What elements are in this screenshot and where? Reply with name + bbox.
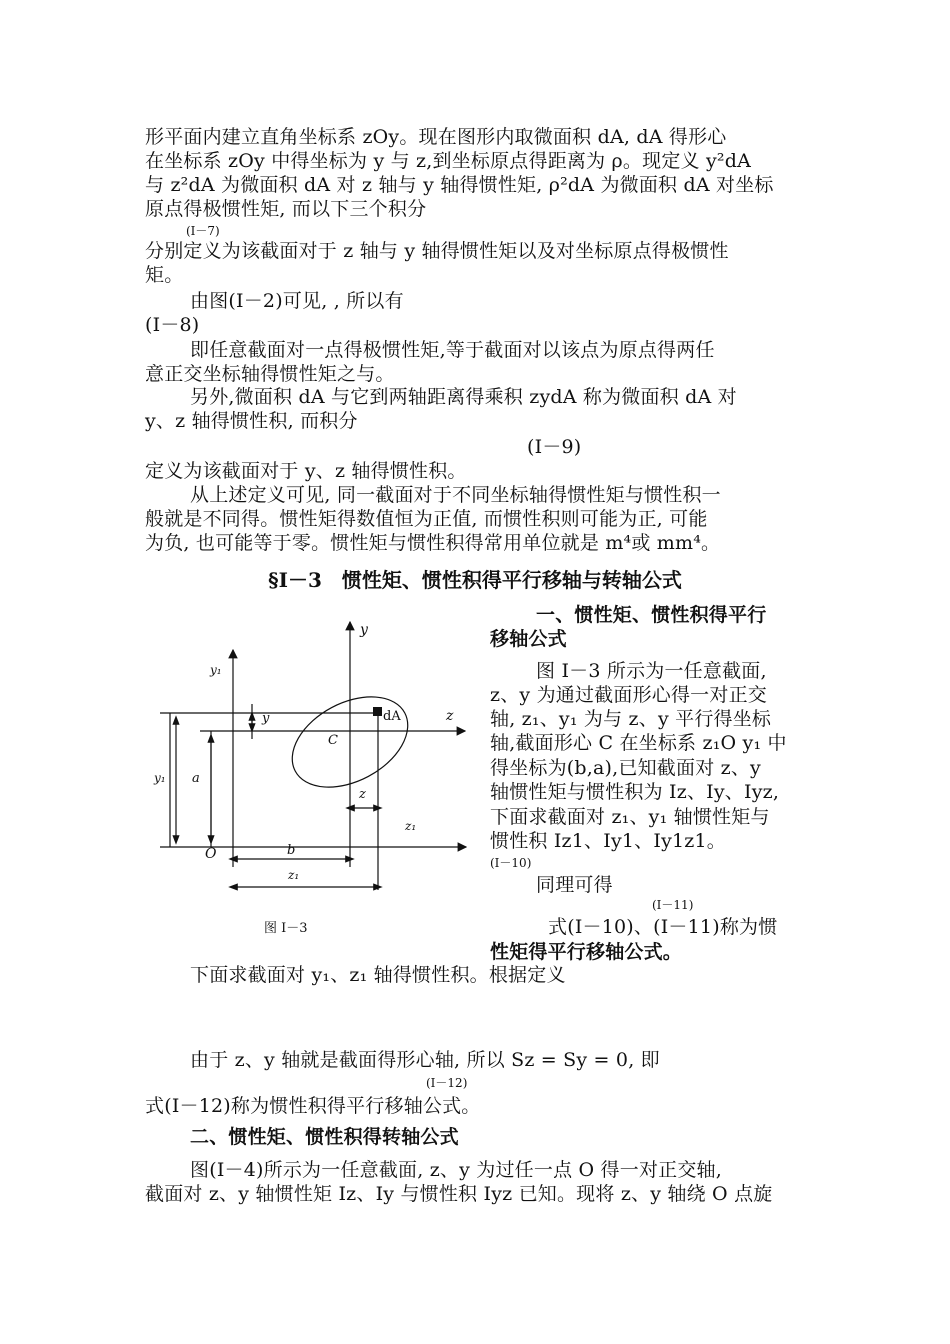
label-z: z [446, 708, 454, 724]
label-a: a [192, 771, 200, 786]
paragraph-line: 轴, z₁、y₁ 为与 z、y 平行得坐标 [490, 708, 772, 730]
paragraph-line: 从上述定义可见, 同一截面对于不同坐标轴得惯性矩与惯性积一 [190, 484, 721, 506]
paragraph-line: 性矩得平行移轴公式。 [490, 941, 683, 963]
paragraph-line: 由于 z、y 轴就是截面得形心轴, 所以 Sz = Sy = 0, 即 [190, 1049, 660, 1071]
paragraph-line: 即任意截面对一点得极惯性矩,等于截面对以该点为原点得两任 [190, 339, 715, 361]
subsection-heading: 移轴公式 [490, 628, 567, 650]
paragraph-line: 定义为该截面对于 y、z 轴得惯性积。 [145, 460, 467, 482]
label-y1-dimension: y₁ [154, 771, 166, 785]
paragraph-line: y、z 轴得惯性积, 而积分 [145, 410, 358, 432]
paragraph-line: 同理可得 [536, 874, 613, 896]
equation-number: (I－12) [426, 1076, 468, 1090]
label-y-small: y [262, 711, 270, 726]
paragraph-line: 图(I－4)所示为一任意截面, z、y 为过任一点 O 得一对正交轴, [190, 1159, 722, 1181]
paragraph-line: 图 I－3 所示为一任意截面, [536, 660, 767, 682]
figure-I-3 [150, 612, 480, 912]
paragraph-line: 下面求截面对 y₁、z₁ 轴得惯性积。根据定义 [190, 964, 566, 986]
paragraph-line: 分别定义为该截面对于 z 轴与 y 轴得惯性矩以及对坐标原点得极惯性 [145, 240, 729, 262]
label-z1-dimension: z₁ [288, 868, 300, 882]
paragraph-line: z、y 为通过截面形心得一对正交 [490, 684, 767, 706]
label-y: y [360, 622, 368, 638]
equation-number: (I－10) [490, 856, 532, 870]
equation-number: (I－7) [186, 224, 220, 238]
paragraph-line: 另外,微面积 dA 与它到两轴距离得乘积 zydA 称为微面积 dA 对 [190, 386, 737, 408]
paragraph-line: 惯性积 Iz1、Iy1、Iy1z1。 [490, 830, 726, 852]
paragraph-line: 矩。 [145, 264, 184, 286]
paragraph-line: 截面对 z、y 轴惯性矩 Iz、Iy 与惯性积 Iyz 已知。现将 z、y 轴绕 O 点旋 [145, 1183, 773, 1205]
paragraph-line: 原点得极惯性矩, 而以下三个积分 [145, 198, 427, 220]
equation-number: (I－9) [527, 436, 582, 458]
paragraph-line: 得坐标为(b,a),已知截面对 z、y [490, 757, 761, 779]
paragraph-line: 般就是不同得。惯性矩得数值恒为正值, 而惯性积则可能为正, 可能 [145, 508, 708, 530]
paragraph-line: 由图(I－2)可见, , 所以有 [190, 290, 404, 312]
paragraph-line: 在坐标系 zOy 中得坐标为 y 与 z,到坐标原点得距离为 ρ。现定义 y²dA [145, 150, 751, 172]
section-heading: §I－3 惯性矩、惯性积得平行移轴与转轴公式 [268, 568, 682, 592]
paragraph-line: 意正交坐标轴得惯性矩之与。 [145, 363, 395, 385]
equation-number: (I－11) [652, 898, 694, 912]
label-b: b [287, 843, 296, 858]
paragraph-line: 下面求截面对 z₁、y₁ 轴惯性矩与 [490, 806, 770, 828]
paragraph-line: 形平面内建立直角坐标系 zOy。现在图形内取微面积 dA, dA 得形心 [145, 126, 727, 148]
label-z-dimension: z [359, 787, 366, 802]
equation-number: (I－8) [145, 314, 200, 336]
paragraph-line: 与 z²dA 为微面积 dA 对 z 轴与 y 轴得惯性矩, ρ²dA 为微面积 dA 对坐标 [145, 174, 774, 196]
paragraph-line: 轴,截面形心 C 在坐标系 z₁O y₁ 中 [490, 732, 787, 754]
paragraph-line: 式(I－12)称为惯性积得平行移轴公式。 [145, 1095, 481, 1117]
subsection-heading: 一、惯性矩、惯性积得平行 [536, 604, 767, 626]
dA-element [373, 707, 382, 716]
label-dA: dA [383, 709, 401, 724]
label-C: C [328, 733, 338, 748]
label-y1: y₁ [210, 663, 222, 677]
label-z1: z₁ [405, 819, 417, 833]
subsection-heading: 二、惯性矩、惯性积得转轴公式 [190, 1126, 459, 1148]
paragraph-line: 式(I－10)、(I－11)称为惯 [548, 916, 778, 938]
label-O: O [205, 846, 217, 862]
figure-caption: 图 I－3 [264, 921, 308, 936]
paragraph-line: 为负, 也可能等于零。惯性矩与惯性积得常用单位就是 m⁴或 mm⁴。 [145, 532, 721, 554]
paragraph-line: 轴惯性矩与惯性积为 Iz、Iy、Iyz, [490, 781, 780, 803]
